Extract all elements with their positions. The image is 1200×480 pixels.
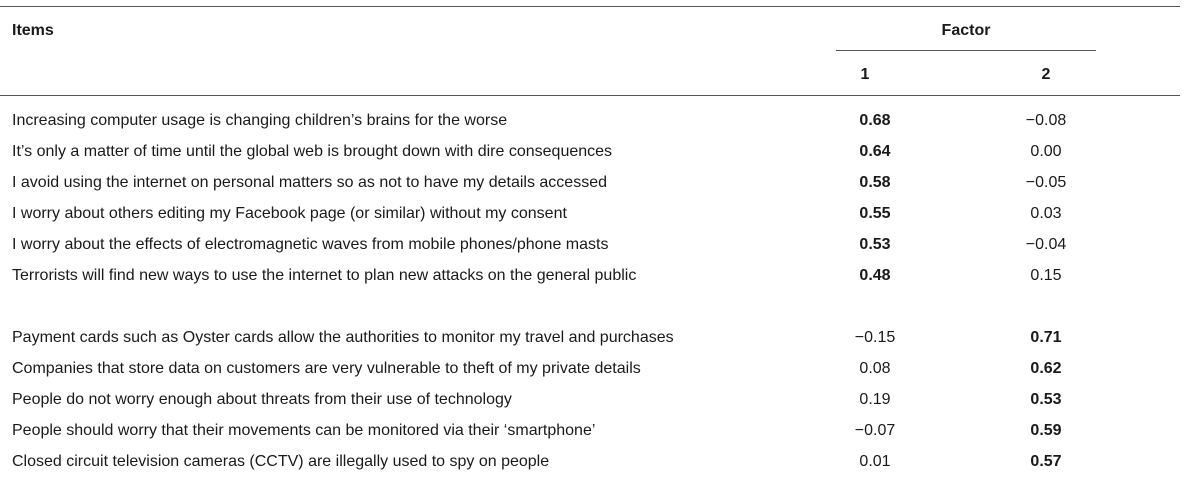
factor-2-loading: 0.62 xyxy=(1030,360,1062,377)
table-row xyxy=(0,108,1200,139)
item-text: Companies that store data on customers are very vulnerable to theft of my private details xyxy=(12,360,641,377)
factor-2-loading: 0.71 xyxy=(1030,329,1062,346)
table-row xyxy=(0,387,1200,418)
table-row xyxy=(0,418,1200,449)
item-text: Increasing computer usage is changing children’s brains for the worse xyxy=(12,112,508,129)
table-row xyxy=(0,170,1200,201)
factor-2-loading: −0.08 xyxy=(1025,112,1067,129)
item-text: People should worry that their movements can be monitored via their ‘smartphone’ xyxy=(12,422,596,439)
factor-2-header: 2 xyxy=(1041,66,1051,83)
factor-1-loading: 0.19 xyxy=(859,391,891,408)
item-text: People do not worry enough about threats from their use of technology xyxy=(12,391,512,408)
factor-underline xyxy=(836,50,1096,51)
factor-2-loading: 0.59 xyxy=(1030,422,1062,439)
factor-1-header: 1 xyxy=(860,66,870,83)
factor-2-loading: −0.05 xyxy=(1025,174,1067,191)
item-text: Terrorists will find new ways to use the internet to plan new attacks on the general public xyxy=(12,267,637,284)
item-text: It’s only a matter of time until the global web is brought down with dire consequences xyxy=(12,143,613,160)
table-row xyxy=(0,325,1200,356)
factor-1-loading: 0.08 xyxy=(859,360,891,377)
factor-2-loading: 0.57 xyxy=(1030,453,1062,470)
table-row xyxy=(0,449,1200,480)
factor-1-loading: 0.55 xyxy=(859,205,891,222)
items-header: Items xyxy=(12,22,54,39)
factor-1-loading: 0.48 xyxy=(859,267,891,284)
factor-1-loading: −0.07 xyxy=(854,422,896,439)
item-text: Payment cards such as Oyster cards allow the authorities to monitor my travel and purchases xyxy=(12,329,674,346)
factor-1-loading: 0.68 xyxy=(859,112,891,129)
factor-1-loading: 0.58 xyxy=(859,174,891,191)
factor-2-loading: 0.03 xyxy=(1030,205,1062,222)
factor-1-loading: 0.53 xyxy=(859,236,891,253)
factor-2-loading: 0.00 xyxy=(1030,143,1062,160)
table-row xyxy=(0,139,1200,170)
factor-2-loading: 0.53 xyxy=(1030,391,1062,408)
item-text: I avoid using the internet on personal matters so as not to have my details accessed xyxy=(12,174,607,191)
factor-header: Factor xyxy=(941,22,991,39)
factor-1-loading: 0.01 xyxy=(859,453,891,470)
table-row xyxy=(0,232,1200,263)
factor-1-loading: −0.15 xyxy=(854,329,896,346)
table-row xyxy=(0,263,1200,294)
top-rule xyxy=(0,6,1180,7)
table-row xyxy=(0,201,1200,232)
factor-1-loading: 0.64 xyxy=(859,143,891,160)
item-text: I worry about others editing my Facebook page (or similar) without my consent xyxy=(12,205,567,222)
header-rule xyxy=(0,95,1180,96)
table-row xyxy=(0,356,1200,387)
item-text: Closed circuit television cameras (CCTV) are illegally used to spy on people xyxy=(12,453,550,470)
item-text: I worry about the effects of electromagnetic waves from mobile phones/phone masts xyxy=(12,236,609,253)
factor-2-loading: −0.04 xyxy=(1025,236,1067,253)
factor-2-loading: 0.15 xyxy=(1030,267,1062,284)
